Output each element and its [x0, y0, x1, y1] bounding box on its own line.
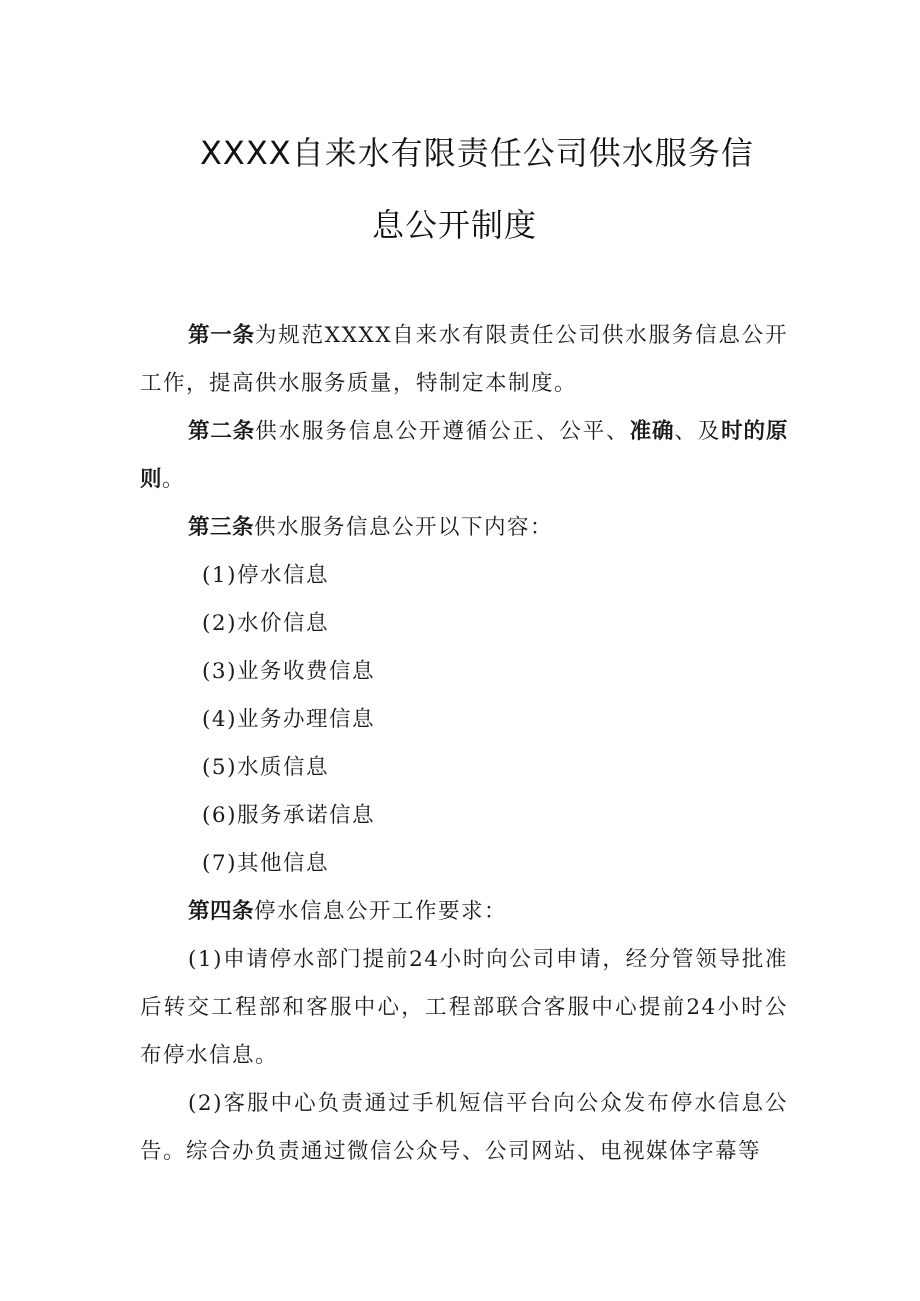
article-4-label: 第四条: [188, 899, 255, 924]
article-3-label: 第三条: [188, 515, 255, 540]
document-title-line-1: XXXX自来水有限责任公司供水服务信: [200, 134, 754, 172]
article-2-label: 第二条: [188, 419, 256, 444]
list-item: (5)水质信息: [202, 755, 329, 780]
list-item: (2)水价信息: [202, 611, 329, 636]
list-item: (3)业务收费信息: [202, 659, 375, 684]
article-4-paragraph: (2)客服中心负责通过手机短信平台向公众发布停水信息公告。综合办负责通过微信公众号、公司网站、电视媒体字幕等: [140, 1091, 788, 1164]
article-3: [140, 504, 788, 552]
article-2-bold-b: 准确: [629, 419, 675, 444]
list-item: (6)服务承诺信息: [202, 803, 375, 828]
article-2-bold-d: 时的原则: [140, 419, 788, 492]
article-2: [140, 408, 788, 504]
article-2-text-e: 。: [162, 467, 186, 492]
article-2-text-a: 供水服务信息公开遵循公正、公平、: [255, 419, 630, 444]
document-title-line-2: 息公开制度: [372, 206, 538, 244]
list-item: (7)其他信息: [202, 851, 329, 876]
article-1: [140, 312, 788, 408]
article-2-text-c: 、及: [674, 419, 722, 444]
article-3-text: 供水服务信息公开以下内容：: [254, 515, 554, 540]
article-1-text: 为规范XXXX自来水有限责任公司供水服务信息公开工作，提高供水服务质量，特制定本制度。: [140, 323, 788, 396]
article-4: [140, 888, 788, 936]
list-item: (4)业务办理信息: [202, 707, 375, 732]
article-4-text: 停水信息公开工作要求：: [254, 899, 508, 924]
article-1-label: 第一条: [188, 323, 255, 348]
article-4-paragraph: (1)申请停水部门提前24小时向公司申请，经分管领导批准后转交工程部和客服中心，工程部联合客服中心提前24小时公布停水信息。: [140, 947, 788, 1068]
list-item: (1)停水信息: [202, 563, 329, 588]
document-body: [140, 312, 788, 1176]
